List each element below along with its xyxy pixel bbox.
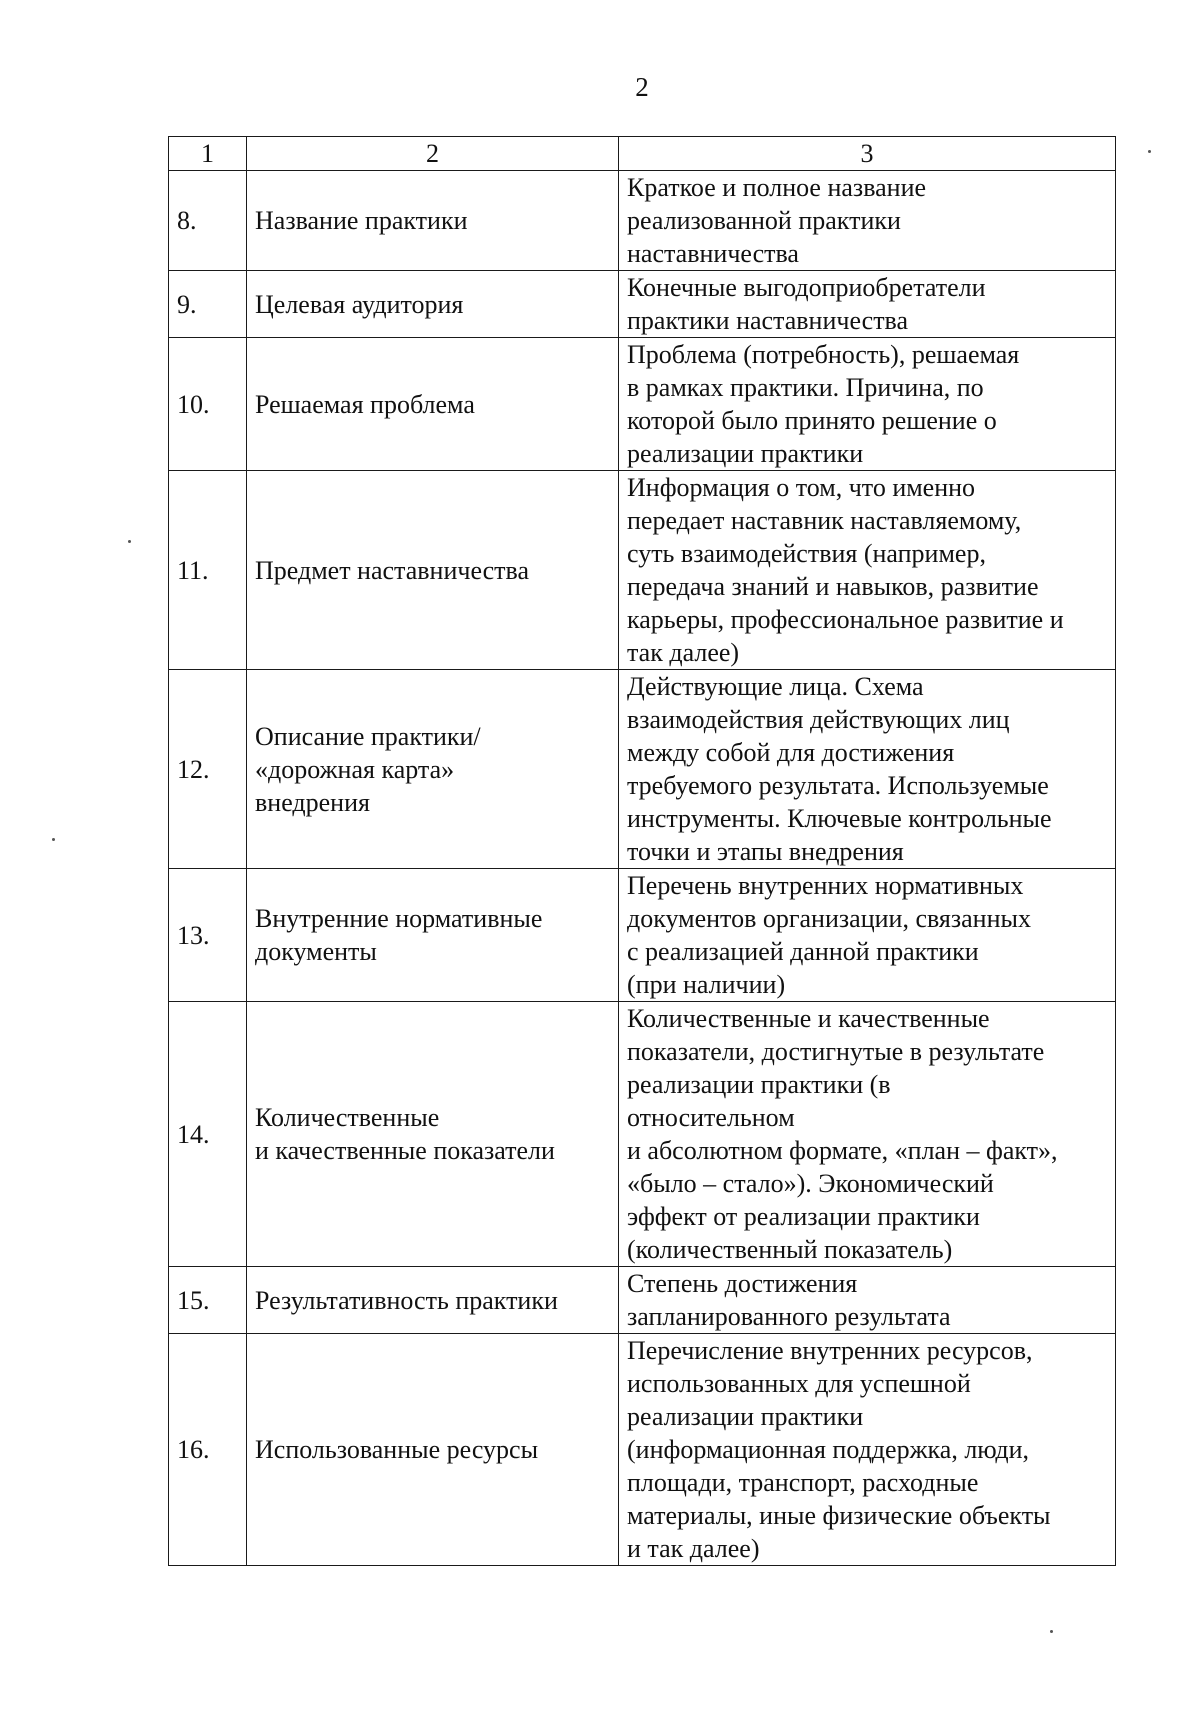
row-name-line: и качественные показатели [255,1136,555,1165]
row-name-line: Описание практики/ [255,721,481,751]
row-description-line: с реализацией данной практики [627,937,979,966]
row-description-line: реализации практики (в [627,1070,891,1099]
row-description-line: «было – стало»). Экономический [627,1169,994,1198]
row-number: 9. [169,271,247,338]
row-name [247,471,619,670]
row-name [247,1002,619,1267]
table-row [169,1267,1116,1334]
row-description-line: и абсолютном формате, «план – факт», [627,1136,1058,1165]
practice-description-table [168,136,1116,1566]
row-description-line: площади, транспорт, расходные [627,1468,979,1497]
row-description-line: практики наставничества [627,306,909,335]
row-description-line: Степень достижения [627,1269,858,1298]
row-description-line: и так далее) [627,1534,760,1563]
page-number: 2 [635,72,649,102]
row-name [247,171,619,271]
row-name-line: Решаемая проблема [255,389,475,419]
row-description-line: передача знаний и навыков, развитие [627,572,1039,601]
table-row [169,1334,1116,1566]
row-description-line: запланированного результата [627,1302,951,1331]
row-number: 15. [169,1267,247,1334]
row-description-line: взаимодействия действующих лиц [627,705,1010,734]
row-name [247,1267,619,1334]
row-description-line: использованных для успешной [627,1369,971,1398]
row-description-line: точки и этапы внедрения [627,837,904,866]
column-header-3: 3 [619,137,1116,171]
row-description-line: которой было принято решение о [627,406,997,435]
table-row [169,869,1116,1002]
table-row [169,1002,1116,1267]
row-description [619,338,1116,471]
row-description [619,1334,1116,1566]
row-description-line: эффект от реализации практики [627,1202,980,1231]
row-description-line: инструменты. Ключевые контрольные [627,804,1052,833]
row-description-line: материалы, иные физические объекты [627,1501,1051,1530]
row-number: 12. [169,670,247,869]
scan-speck [1050,1630,1053,1633]
row-description-line: Конечные выгодоприобретатели [627,273,986,302]
row-name-line: «дорожная карта» [255,754,455,784]
row-description-line: карьеры, профессиональное развитие и [627,605,1064,634]
row-description [619,1267,1116,1334]
row-description-line: Действующие лица. Схема [627,672,924,701]
table-row [169,171,1116,271]
table-row [169,670,1116,869]
row-description [619,471,1116,670]
row-name [247,670,619,869]
row-name-line: Предмет наставничества [255,555,530,585]
row-description-line: реализации практики [627,1402,864,1431]
row-description-line: (информационная поддержка, люди, [627,1435,1030,1464]
row-description-line: реализации практики [627,439,864,468]
row-number: 8. [169,171,247,271]
row-description-line: между собой для достижения [627,738,955,767]
row-description [619,869,1116,1002]
row-description-line: Количественные и качественные [627,1004,990,1033]
row-name [247,869,619,1002]
row-description [619,1002,1116,1267]
table-row [169,271,1116,338]
row-name-line: внедрения [255,787,370,817]
row-number: 16. [169,1334,247,1566]
scan-speck [1148,150,1151,153]
row-name-line: Внутренние нормативные [255,904,543,933]
row-description-line: документов организации, связанных [627,904,1031,933]
row-description-line: Перечень внутренних нормативных [627,871,1024,900]
row-name-line: Количественные [255,1103,440,1132]
column-header-2: 2 [247,137,619,171]
row-name [247,1334,619,1566]
row-description-line: реализованной практики [627,206,901,235]
row-description-line: Информация о том, что именно [627,473,976,502]
row-description-line: требуемого результата. Используемые [627,771,1049,800]
row-description-line: суть взаимодействия (например, [627,539,986,568]
row-description [619,171,1116,271]
table-header-row [169,137,1116,171]
row-description-line: передает наставник наставляемому, [627,506,1022,535]
row-number: 10. [169,338,247,471]
row-number: 13. [169,869,247,1002]
row-name [247,271,619,338]
row-description [619,670,1116,869]
scan-speck [52,838,55,841]
row-description-line: Проблема (потребность), решаемая [627,340,1020,369]
row-name-line: документы [255,937,377,966]
row-description-line: относительном [627,1103,795,1132]
column-header-1: 1 [169,137,247,171]
table-row [169,338,1116,471]
row-description-line: наставничества [627,239,799,268]
row-description-line: (при наличии) [627,970,786,999]
row-number: 11. [169,471,247,670]
row-name-line: Использованные ресурсы [255,1435,539,1464]
row-name-line: Целевая аудитория [255,289,464,319]
row-description-line: показатели, достигнутые в результате [627,1037,1045,1066]
row-description-line: Краткое и полное название [627,173,927,202]
row-number: 14. [169,1002,247,1267]
row-description-line: Перечисление внутренних ресурсов, [627,1336,1033,1365]
row-description-line: (количественный показатель) [627,1235,953,1264]
row-name-line: Название практики [255,206,468,235]
row-description-line: так далее) [627,638,740,667]
table-row [169,471,1116,670]
row-name-line: Результативность практики [255,1285,558,1315]
scan-speck [128,540,131,543]
row-description-line: в рамках практики. Причина, по [627,373,984,402]
row-description [619,271,1116,338]
row-name [247,338,619,471]
